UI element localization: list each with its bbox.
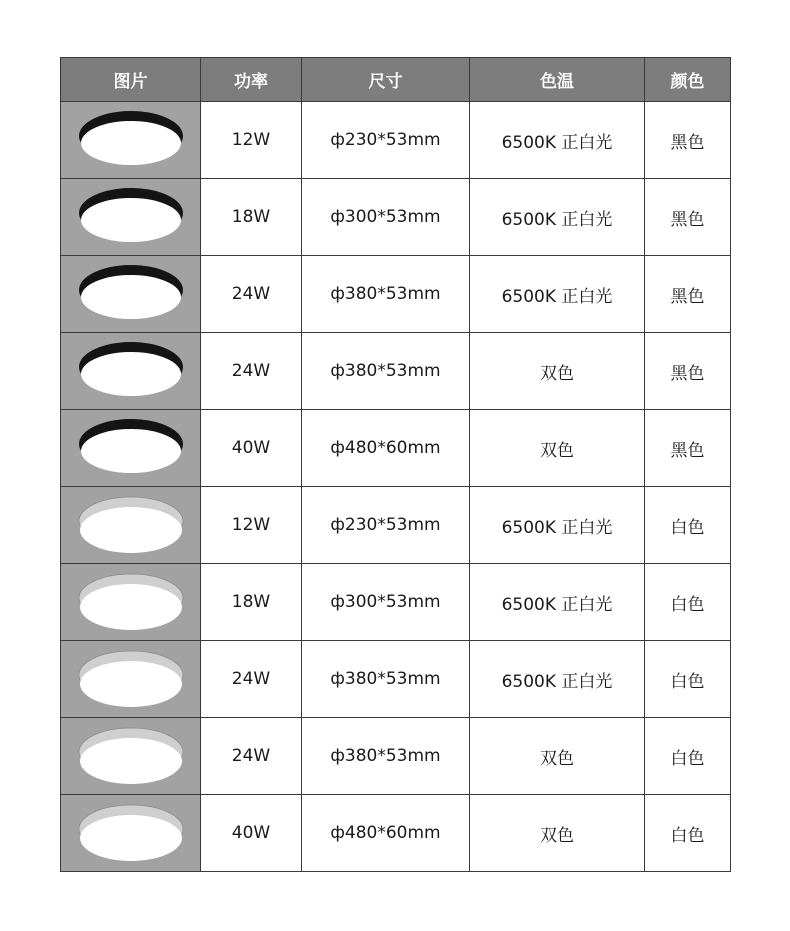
size-cell: ф300*53mm [302,179,470,256]
white-ceiling-lamp-icon [71,644,191,714]
color-cell: 黑色 [645,256,731,333]
size-cell: ф380*53mm [302,256,470,333]
color-temp-cell: 双色 [470,718,645,795]
color-temp-cell: 6500K 正白光 [470,102,645,179]
white-ceiling-lamp-icon [71,721,191,791]
product-image-cell [61,718,201,795]
color-temp-cell: 双色 [470,410,645,487]
color-temp-cell: 6500K 正白光 [470,641,645,718]
size-cell: ф480*60mm [302,795,470,872]
white-ceiling-lamp-icon [71,490,191,560]
color-cell: 黑色 [645,333,731,410]
color-cell: 白色 [645,641,731,718]
size-cell: ф480*60mm [302,410,470,487]
table-row [61,333,731,410]
power-cell: 40W [201,410,302,487]
white-ceiling-lamp-icon [71,567,191,637]
white-ceiling-lamp-icon [71,798,191,868]
product-image-cell [61,641,201,718]
color-temp-cell: 6500K 正白光 [470,179,645,256]
color-temp-cell: 双色 [470,333,645,410]
power-cell: 12W [201,102,302,179]
table-header [61,58,731,102]
color-cell: 白色 [645,487,731,564]
size-cell: ф230*53mm [302,487,470,564]
spec-table [60,57,731,872]
size-cell: ф380*53mm [302,333,470,410]
table-row [61,718,731,795]
product-image-cell [61,795,201,872]
color-cell: 白色 [645,795,731,872]
color-cell: 白色 [645,718,731,795]
color-cell: 黑色 [645,102,731,179]
black-ceiling-lamp-icon [71,336,191,406]
color-cell: 白色 [645,564,731,641]
power-cell: 24W [201,256,302,333]
header-image: 图片 [61,58,201,102]
table-row [61,564,731,641]
power-cell: 12W [201,487,302,564]
header-color: 颜色 [645,58,731,102]
power-cell: 24W [201,641,302,718]
power-cell: 40W [201,795,302,872]
size-cell: ф300*53mm [302,564,470,641]
table-row [61,487,731,564]
table-row [61,641,731,718]
size-cell: ф230*53mm [302,102,470,179]
header-power: 功率 [201,58,302,102]
power-cell: 18W [201,179,302,256]
black-ceiling-lamp-icon [71,413,191,483]
product-image-cell [61,102,201,179]
table-row [61,410,731,487]
product-image-cell [61,410,201,487]
product-image-cell [61,179,201,256]
power-cell: 24W [201,718,302,795]
size-cell: ф380*53mm [302,718,470,795]
table-row [61,795,731,872]
table-row [61,102,731,179]
power-cell: 18W [201,564,302,641]
header-size: 尺寸 [302,58,470,102]
color-temp-cell: 双色 [470,795,645,872]
product-image-cell [61,487,201,564]
table-body [61,102,731,872]
black-ceiling-lamp-icon [71,105,191,175]
color-temp-cell: 6500K 正白光 [470,564,645,641]
black-ceiling-lamp-icon [71,182,191,252]
product-image-cell [61,564,201,641]
black-ceiling-lamp-icon [71,259,191,329]
product-image-cell [61,333,201,410]
power-cell: 24W [201,333,302,410]
table-row [61,179,731,256]
color-cell: 黑色 [645,179,731,256]
color-temp-cell: 6500K 正白光 [470,487,645,564]
table-row [61,256,731,333]
header-row [61,58,731,102]
header-color-temp: 色温 [470,58,645,102]
size-cell: ф380*53mm [302,641,470,718]
color-temp-cell: 6500K 正白光 [470,256,645,333]
product-image-cell [61,256,201,333]
color-cell: 黑色 [645,410,731,487]
